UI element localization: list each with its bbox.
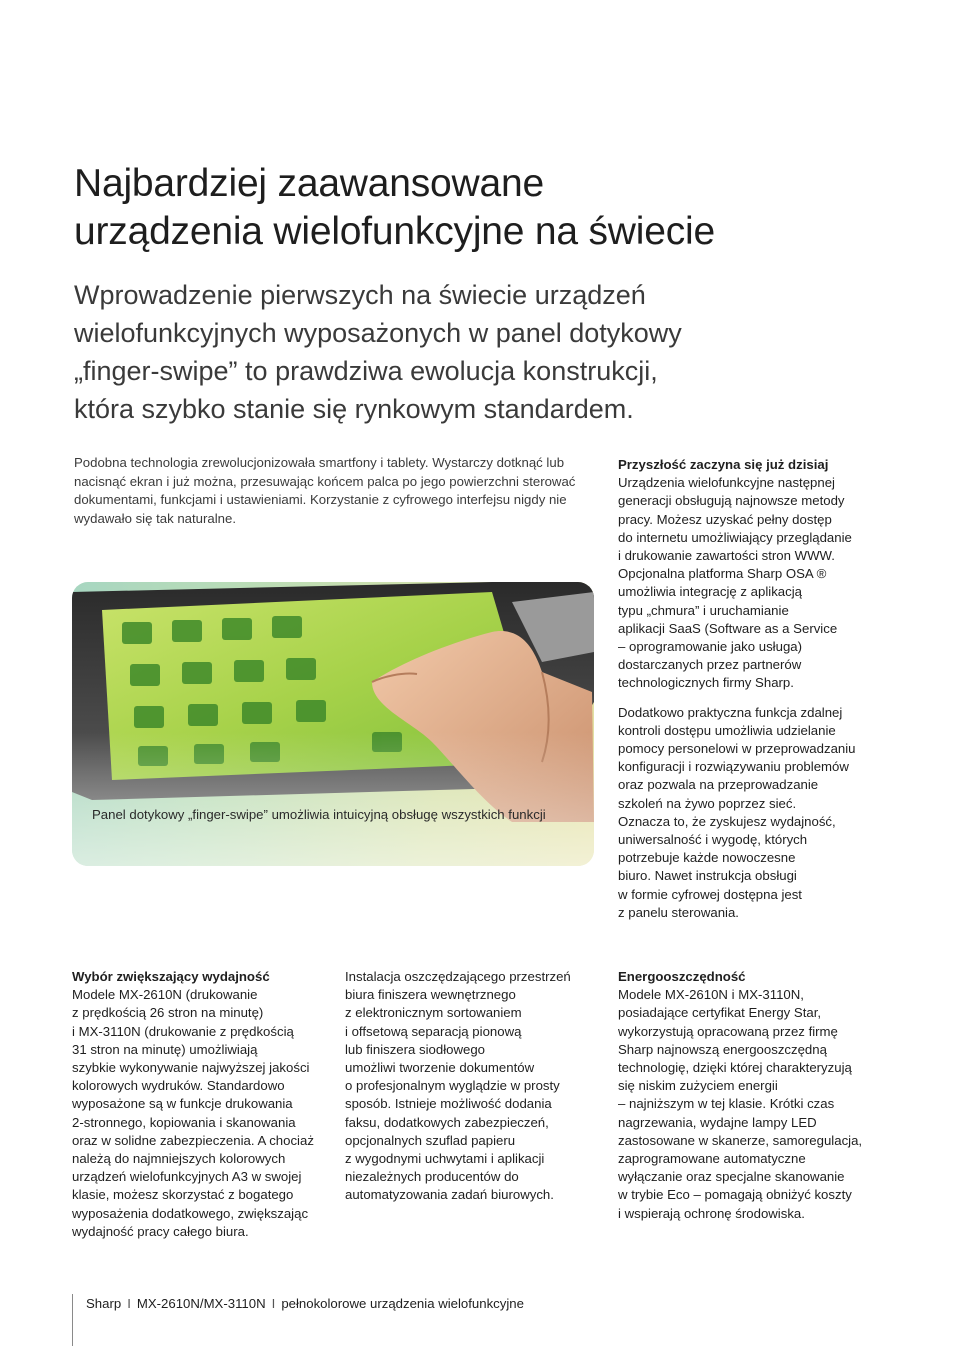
text-line: Modele MX-2610N (drukowanie: [72, 987, 258, 1003]
text-line: aplikacji SaaS (Software as a Service: [618, 620, 838, 636]
text-line: zastosowane w skanerze, samoregulacja,: [618, 1132, 863, 1148]
text-line: w trybie Eco – pomagają obniżyć koszty: [618, 1187, 852, 1203]
text-line: biura finiszera wewnętrznego: [345, 987, 516, 1003]
text-line: faksu, dodatkowych zabezpieczeń,: [345, 1114, 549, 1130]
text-line: szkoleń na żywo poprzez sieć.: [618, 795, 797, 811]
text-line: Opcjonalna platforma Sharp OSA ®: [618, 566, 827, 582]
title-line: Najbardziej zaawansowane: [74, 162, 544, 205]
footer: [86, 1296, 524, 1312]
text-line: technologicznych firmy Sharp.: [618, 675, 794, 691]
text-line: z panelu sterowania.: [618, 904, 739, 920]
text-line: kolorowych wydruków. Standardowo: [72, 1078, 285, 1094]
text-line: szybkie wykonywanie najwyższej jakości: [72, 1060, 310, 1076]
text-line: sposób. Istnieje możliwość dodania: [345, 1096, 552, 1112]
text-line: Urządzenia wielofunkcyjne następnej: [618, 475, 835, 491]
text-line: i wspierają ochronę środowiska.: [618, 1205, 805, 1221]
text-line: pomocy personelowi w przeprowadzaniu: [618, 741, 856, 757]
text-line: się niskim zużyciem energii: [618, 1078, 778, 1094]
photo-caption: Panel dotykowy „finger-swipe” umożliwia intuicyjną obsługę wszystkich funkcji: [92, 807, 546, 822]
text-line: Sharp najnowszą energooszczędną: [618, 1041, 827, 1057]
right-column: [618, 456, 880, 933]
text-line: umożliwi tworzenie dokumentów: [345, 1060, 535, 1076]
subtitle-line: wielofunkcyjnych wyposażonych w panel dotykowy: [74, 318, 682, 348]
text-line: o profesjonalnym wyglądzie w prosty: [345, 1078, 560, 1094]
text-line: klasie, możesz skorzystać z bogatego: [72, 1187, 294, 1203]
column-heading: Energooszczędność: [618, 969, 746, 984]
text-line: wykorzystują opracowaną przez firmę: [618, 1023, 838, 1039]
text-line: i drukowanie zawartości stron WWW.: [618, 548, 835, 564]
subtitle-line: „finger-swipe” to prawdziwa ewolucja konstrukcji,: [74, 356, 658, 386]
text-line: automatyzowania zadań biurowych.: [345, 1187, 554, 1203]
text-line: wyłączanie oraz specjalne skanowanie: [618, 1169, 845, 1185]
column-energy: [618, 968, 868, 1223]
text-line: – oprogramowanie jako usługa): [618, 639, 803, 655]
column-efficiency: [72, 968, 322, 1241]
text-line: generacji obsługują najnowsze metody: [618, 493, 845, 509]
text-line: kontroli dostępu umożliwia udzielanie: [618, 722, 836, 738]
text-line: należą do najmniejszych kolorowych: [72, 1151, 286, 1167]
text-line: posiadające certyfikat Energy Star,: [618, 1005, 822, 1021]
right-heading: Przyszłość zaczyna się już dzisiaj: [618, 457, 829, 472]
text-line: niezależnych producentów do: [345, 1169, 519, 1185]
text-line: 31 stron na minutę) umożliwiają: [72, 1041, 258, 1057]
text-line: z wygodnymi uchwytami i aplikacji: [345, 1151, 545, 1167]
text-line: zaprogramowane automatyczne: [618, 1151, 806, 1167]
text-line: wydajność pracy całego biura.: [72, 1223, 249, 1239]
page-title: [74, 160, 894, 256]
text-line: oraz pozwala na przeprowadzanie: [618, 777, 819, 793]
title-line: urządzenia wielofunkcyjne na świecie: [74, 210, 715, 253]
text-line: w formie cyfrowej dostępna jest: [618, 886, 802, 902]
text-line: i offsetową separacją pionową: [345, 1023, 522, 1039]
footer-description: pełnokolorowe urządzenia wielofunkcyjne: [281, 1296, 524, 1311]
text-line: – najniższym w tej klasie. Krótki czas: [618, 1096, 835, 1112]
text-line: potrzebuje każde nowoczesne: [618, 850, 796, 866]
footer-separator: I: [271, 1296, 276, 1311]
text-line: opcjonalnych szuflad papieru: [345, 1132, 516, 1148]
footer-brand: Sharp: [86, 1296, 122, 1311]
text-line: lub finiszera siodłowego: [345, 1041, 486, 1057]
text-line: Modele MX-2610N i MX-3110N,: [618, 987, 804, 1003]
text-line: z elektronicznym sortowaniem: [345, 1005, 522, 1021]
text-line: z prędkością 26 stron na minutę): [72, 1005, 264, 1021]
text-line: dostarczanych przez partnerów: [618, 657, 802, 673]
text-line: biuro. Nawet instrukcja obsługi: [618, 868, 797, 884]
column-finisher: [345, 968, 595, 1205]
text-line: umożliwia integrację z aplikacją: [618, 584, 802, 600]
text-line: 2-stronnego, kopiowania i skanowania: [72, 1114, 296, 1130]
text-line: Oznacza to, że zyskujesz wydajność,: [618, 813, 836, 829]
footer-model: MX-2610N/MX-3110N: [136, 1296, 266, 1311]
footer-rule: [72, 1294, 73, 1346]
text-line: Dodatkowo praktyczna funkcja zdalnej: [618, 704, 843, 720]
text-line: pracy. Możesz uzyskać pełny dostęp: [618, 511, 832, 527]
touch-panel-photo: [72, 582, 594, 866]
text-line: konfiguracji i rozwiązywaniu problemów: [618, 759, 849, 775]
column-heading: Wybór zwiększający wydajność: [72, 969, 270, 984]
text-line: nagrzewania, wydajne lampy LED: [618, 1114, 817, 1130]
text-line: typu „chmura” i uruchamianie: [618, 602, 789, 618]
text-line: do internetu umożliwiający przeglądanie: [618, 529, 852, 545]
text-line: wyposażenia dodatkowego, zwiększając: [72, 1205, 309, 1221]
text-line: wyposażone są w funkcje drukowania: [72, 1096, 293, 1112]
text-line: uniwersalność i wygodę, których: [618, 832, 808, 848]
footer-separator: I: [127, 1296, 131, 1311]
text-line: Instalacja oszczędzającego przestrzeń: [345, 969, 571, 984]
subtitle-line: Wprowadzenie pierwszych na świecie urządzeń: [74, 280, 646, 310]
text-line: technologię, dzięki której charakteryzują: [618, 1060, 852, 1076]
text-line: urządzeń wielofunkcyjnych A3 w swojej: [72, 1169, 302, 1185]
subtitle: [74, 276, 894, 428]
intro-paragraph: Podobna technologia zrewolucjonizowała smartfony i tablety. Wystarczy dotknąć lub nacisnąć ekran i już można, przesuwając końcem palca po jego powierzchni sterować dokumentami, funkcjami i ustawieniami. Korzystanie z cyfrowego interfejsu nigdy nie wydawało się tak naturalne.: [74, 455, 576, 526]
text-line: oraz w solidne zabezpieczenia. A chociaż: [72, 1132, 314, 1148]
text-line: i MX-3110N (drukowanie z prędkością: [72, 1023, 294, 1039]
subtitle-line: która szybko stanie się rynkowym standardem.: [74, 394, 634, 424]
